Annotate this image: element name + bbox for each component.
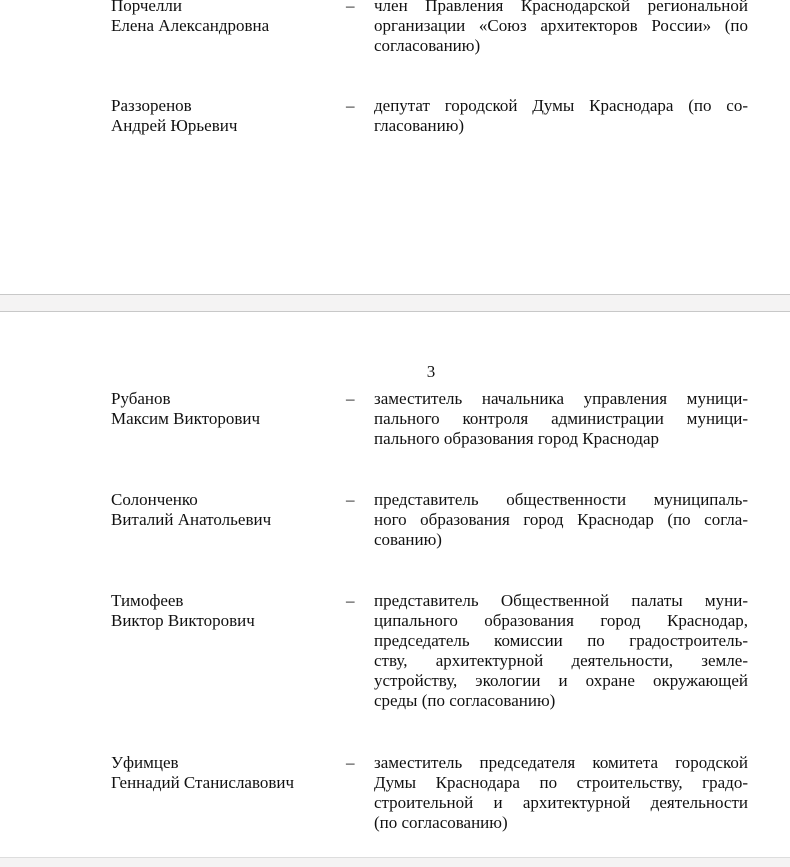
member-role-line: представитель Общественной палаты муни- [374, 591, 748, 610]
member-role-line: (по согласованию) [374, 813, 508, 832]
member-name-line: Виталий Анатольевич [111, 510, 272, 529]
member-name-line: Тимофеев [111, 591, 184, 610]
dash-separator: – [346, 490, 355, 509]
member-role [374, 753, 748, 833]
member-role-line: гласованию) [374, 116, 465, 135]
page-separator [0, 857, 790, 867]
member-role-line: Думы Краснодара по строительству, градо- [374, 773, 748, 792]
member-name [111, 0, 341, 36]
member-name-line: Рубанов [111, 389, 171, 408]
member-role [374, 96, 748, 136]
member-name-line: Порчелли [111, 0, 183, 15]
member-name-line: Геннадий Станиславович [111, 773, 295, 792]
member-name-line: Андрей Юрьевич [111, 116, 238, 135]
member-role-line: строительной и архитектурной деятельности [374, 793, 748, 812]
member-role-line: заместитель начальника управления муници- [374, 389, 748, 408]
member-role-line: организации «Союз архитекторов России» (по [374, 16, 748, 35]
page-number: 3 [426, 362, 436, 381]
member-role [374, 0, 748, 56]
dash-separator: – [346, 753, 355, 772]
document-page-3 [0, 312, 790, 857]
member-name [111, 753, 341, 793]
dash-separator: – [346, 591, 355, 610]
member-role-line: председатель комиссии по градостроитель- [374, 631, 748, 650]
member-role-line: среды (по согласованию) [374, 691, 556, 710]
member-name-line: Елена Александровна [111, 16, 270, 35]
member-role-line: депутат городской Думы Краснодара (по со- [374, 96, 748, 115]
member-name-line: Виктор Викторович [111, 611, 255, 630]
member-role-line: ству, архитектурной деятельности, земле- [374, 651, 748, 670]
member-name [111, 96, 341, 136]
member-role-line: член Правления Краснодарской региональной [374, 0, 748, 15]
page-separator [0, 294, 790, 312]
member-role [374, 389, 748, 449]
member-name-line: Солонченко [111, 490, 198, 509]
member-role [374, 490, 748, 550]
member-role [374, 591, 748, 711]
dash-separator: – [346, 96, 355, 115]
member-role-line: заместитель председателя комитета городской [374, 753, 748, 772]
member-name-line: Уфимцев [111, 753, 179, 772]
member-name [111, 490, 341, 530]
member-role-line: сованию) [374, 530, 442, 549]
member-role-line: пального контроля администрации муници- [374, 409, 748, 428]
member-role-line: представитель общественности муниципаль- [374, 490, 748, 509]
member-role-line: ного образования город Краснодар (по согла- [374, 510, 748, 529]
dash-separator: – [346, 389, 355, 408]
dash-separator: – [346, 0, 355, 15]
member-name [111, 591, 341, 631]
document-page-2 [0, 0, 790, 294]
member-name-line: Максим Викторович [111, 409, 260, 428]
member-role-line: согласованию) [374, 36, 481, 55]
member-role-line: ципального образования город Краснодар, [374, 611, 748, 630]
member-role-line: пального образования город Краснодар [374, 429, 660, 448]
member-role-line: устройству, экологии и охране окружающей [374, 671, 748, 690]
member-name [111, 389, 341, 429]
member-name-line: Раззоренов [111, 96, 192, 115]
